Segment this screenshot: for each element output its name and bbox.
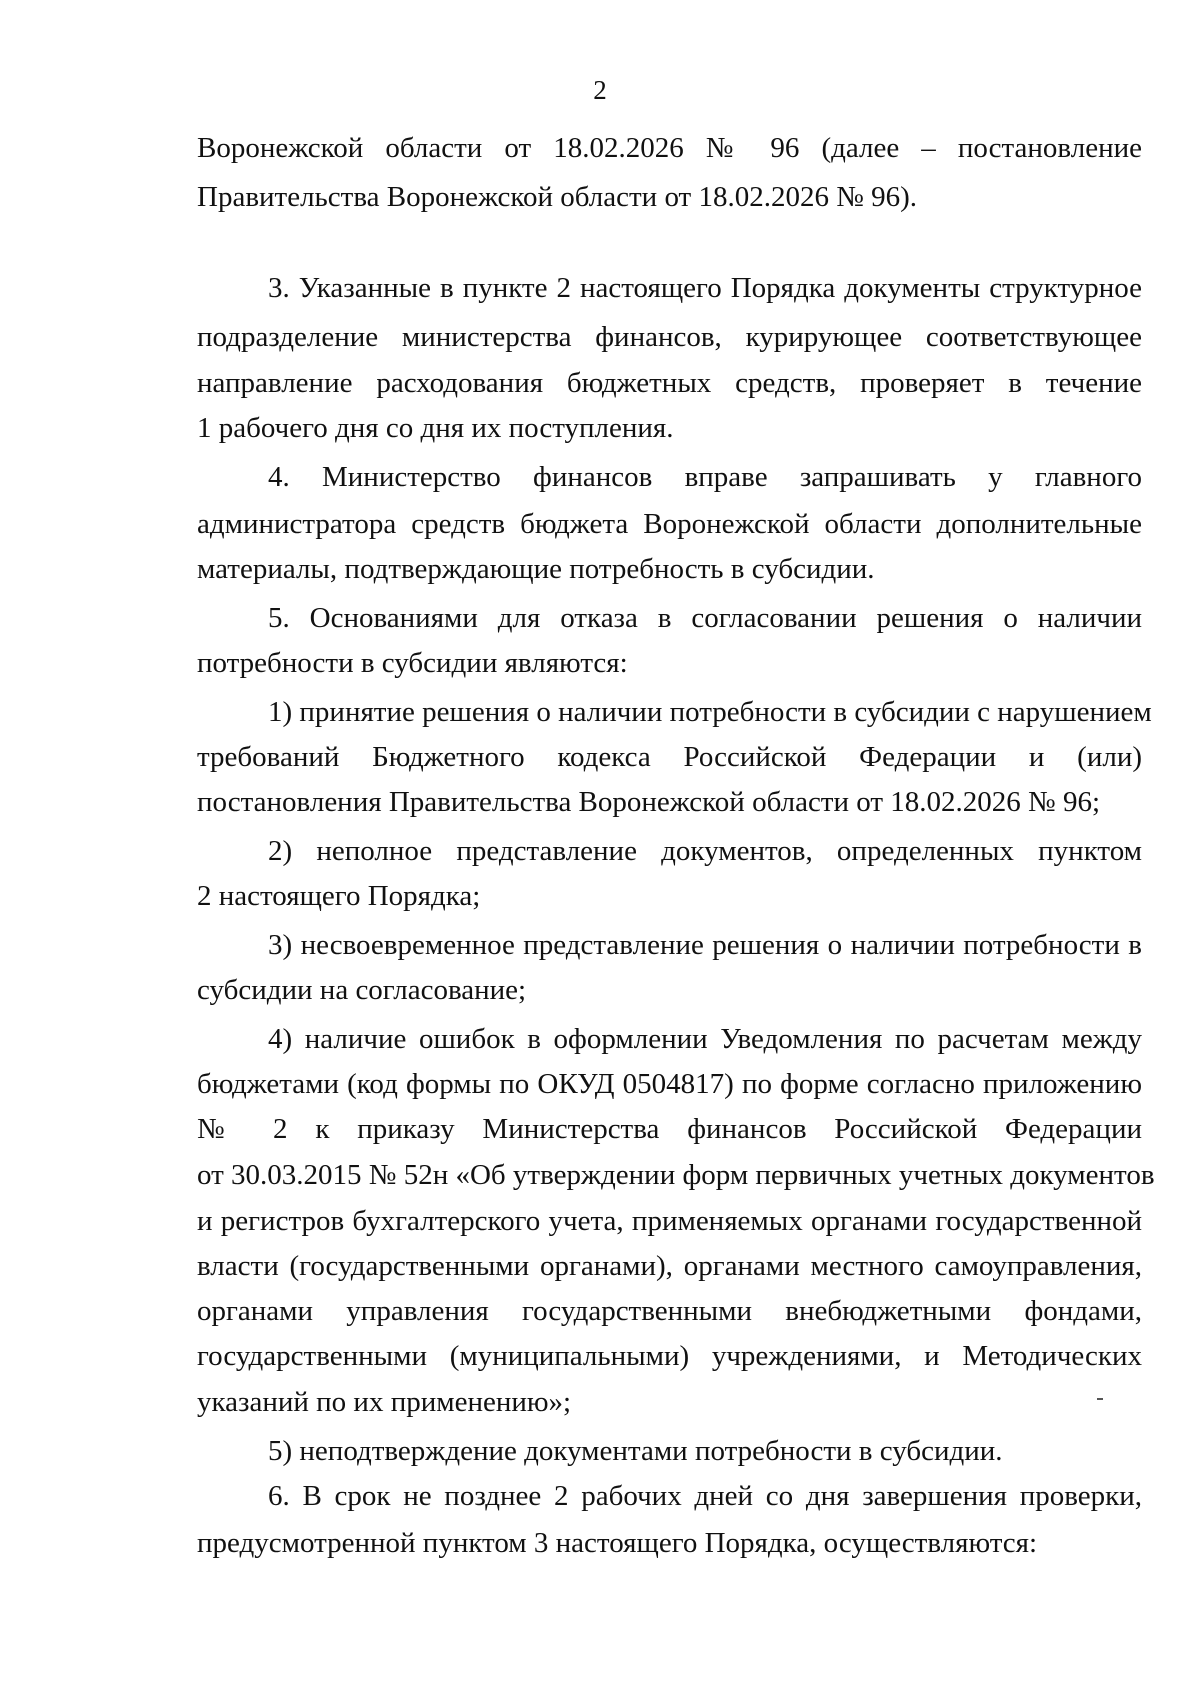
text-line: 2) неполное представление документов, определенных пунктом: [268, 835, 1142, 867]
text-line: потребности в субсидии являются:: [197, 647, 628, 679]
text-line: от 30.03.2015 № 52н «Об утверждении форм первичных учетных документов: [197, 1159, 1155, 1191]
page-number: 2: [593, 75, 607, 105]
text-line: материалы, подтверждающие потребность в субсидии.: [197, 553, 875, 585]
text-line: субсидии на согласование;: [197, 974, 527, 1006]
text-line: № 2 к приказу Министерства финансов Российской Федерации: [197, 1113, 1142, 1145]
text-line: власти (государственными органами), органами местного самоуправления,: [197, 1250, 1142, 1282]
text-line: 6. В срок не позднее 2 рабочих дней со дня завершения проверки,: [268, 1480, 1142, 1512]
text-line: органами управления государственными внебюджетными фондами,: [197, 1295, 1142, 1327]
text-line: 2 настоящего Порядка;: [197, 880, 481, 912]
text-line: подразделение министерства финансов, курирующее соответствующее: [197, 321, 1142, 353]
text-line: Правительства Воронежской области от 18.02.2026 № 96).: [197, 181, 918, 213]
text-line: 3) несвоевременное представление решения о наличии потребности в: [268, 929, 1142, 961]
text-line: 3. Указанные в пункте 2 настоящего Порядка документы структурное: [268, 272, 1142, 304]
text-line: 5) неподтверждение документами потребности в субсидии.: [268, 1435, 1003, 1467]
text-line: Воронежской области от 18.02.2026 № 96 (далее – постановление: [197, 132, 1142, 164]
text-line: 4. Министерство финансов вправе запрашивать у главного: [268, 461, 1142, 493]
text-line: государственными (муниципальными) учреждениями, и Методических: [197, 1340, 1142, 1372]
text-line: и регистров бухгалтерского учета, применяемых органами государственной: [197, 1205, 1142, 1237]
text-line: администратора средств бюджета Воронежской области дополнительные: [197, 508, 1142, 540]
scan-mark: [1097, 1398, 1103, 1400]
text-line: указаний по их применению»;: [197, 1386, 572, 1418]
text-line: 1 рабочего дня со дня их поступления.: [197, 412, 674, 444]
text-line: 4) наличие ошибок в оформлении Уведомления по расчетам между: [268, 1023, 1142, 1055]
text-line: 5. Основаниями для отказа в согласовании решения о наличии: [268, 602, 1142, 634]
text-line: требований Бюджетного кодекса Российской Федерации и (или): [197, 741, 1142, 773]
text-line: постановления Правительства Воронежской области от 18.02.2026 № 96;: [197, 786, 1101, 818]
text-line: направление расходования бюджетных средств, проверяет в течение: [197, 367, 1142, 399]
text-line: 1) принятие решения о наличии потребности в субсидии с нарушением: [268, 696, 1152, 728]
text-line: бюджетами (код формы по ОКУД 0504817) по форме согласно приложению: [197, 1068, 1142, 1100]
text-line: предусмотренной пунктом 3 настоящего Порядка, осуществляются:: [197, 1527, 1038, 1559]
